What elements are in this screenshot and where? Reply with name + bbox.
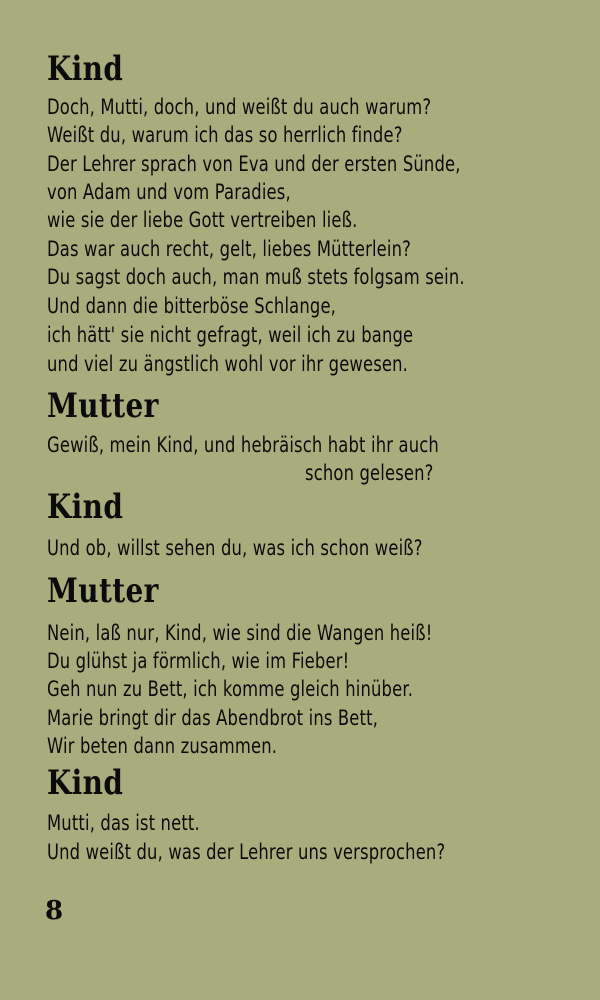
verse-line: Und ob, willst sehen du, was ich schon weiß? — [47, 536, 423, 560]
verse-line-indented: schon gelesen? — [305, 461, 434, 485]
verse-line: Wir beten dann zusammen. — [47, 734, 278, 758]
verse-line: und viel zu ängstlich wohl vor ihr gewesen. — [47, 352, 409, 376]
speaker-heading-kind: Kind — [47, 763, 124, 803]
verse-line: Das war auch recht, gelt, liebes Mütterlein? — [47, 237, 412, 261]
verse-line: Mutti, das ist nett. — [47, 811, 200, 835]
verse-line: Du glühst ja förmlich, wie im Fieber! — [47, 649, 350, 673]
verse-line: von Adam und vom Paradies, — [47, 180, 291, 204]
verse-line: Weißt du, warum ich das so herrlich finde? — [47, 123, 403, 147]
verse-line: Der Lehrer sprach von Eva und der ersten Sünde, — [47, 152, 461, 176]
speaker-heading-mutter: Mutter — [47, 386, 159, 426]
verse-line: Gewiß, mein Kind, und hebräisch habt ihr auch — [47, 433, 439, 457]
verse-line: Geh nun zu Bett, ich komme gleich hinüber. — [47, 677, 414, 701]
verse-line: Marie bringt dir das Abendbrot ins Bett, — [47, 706, 379, 730]
verse-line: Nein, laß nur, Kind, wie sind die Wangen heiß! — [47, 621, 433, 645]
verse-line: Und weißt du, was der Lehrer uns versprochen? — [47, 840, 446, 864]
verse-line: Du sagst doch auch, man muß stets folgsam sein. — [47, 265, 465, 289]
page-number: 8 — [45, 896, 64, 926]
verse-line: wie sie der liebe Gott vertreiben ließ. — [47, 208, 358, 232]
verse-line: Und dann die bitterböse Schlange, — [47, 294, 337, 318]
verse-line: Doch, Mutti, doch, und weißt du auch warum? — [47, 95, 432, 119]
speaker-heading-kind: Kind — [47, 487, 124, 527]
speaker-heading-mutter: Mutter — [47, 571, 159, 611]
speaker-heading-kind: Kind — [47, 49, 124, 89]
verse-line: ich hätt' sie nicht gefragt, weil ich zu bange — [47, 323, 414, 347]
